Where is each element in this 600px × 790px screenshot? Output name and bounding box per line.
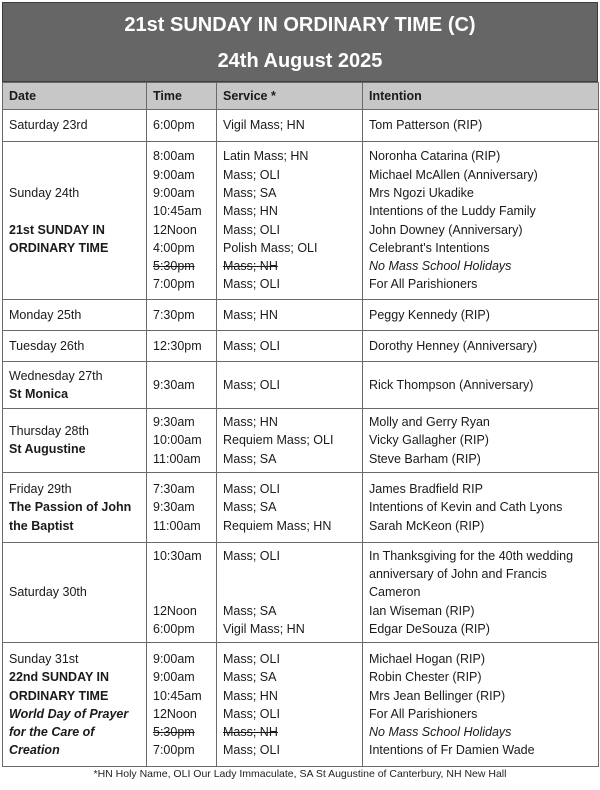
intention-value: Celebrant's Intentions: [369, 240, 490, 255]
column-header-service: Service *: [217, 83, 363, 110]
table-row: [3, 300, 599, 331]
service-value: Vigil Mass; HN: [223, 118, 305, 133]
service-value: Mass; SA: [223, 500, 277, 515]
time-value: 4:00pm: [153, 240, 195, 255]
service-value: Latin Mass; HN: [223, 149, 309, 164]
service-value: Mass; OLI: [223, 706, 280, 721]
service-cell: [217, 331, 363, 362]
day-cell: [3, 110, 147, 142]
time-value: 9:00am: [153, 670, 195, 685]
time-value: 8:00am: [153, 149, 195, 164]
day-label: Saturday 30th: [9, 585, 87, 600]
service-value-cancelled: Mass; NH: [223, 725, 278, 740]
time-value: 7:00pm: [153, 743, 195, 758]
day-cell: [3, 142, 147, 300]
table-row: [3, 142, 599, 300]
day-label: Sunday 31st: [9, 651, 79, 666]
time-value: 12Noon: [153, 222, 197, 237]
intention-cell: [363, 300, 599, 331]
intention-cell: [363, 409, 599, 473]
service-value: Requiem Mass; OLI: [223, 433, 334, 448]
intention-value: Mrs Ngozi Ukadike: [369, 185, 474, 200]
footnote-legend: *HN Holy Name, OLI Our Lady Immaculate, SA St Augustine of Canterbury, NH New Hall: [93, 768, 507, 780]
intention-value: Edgar DeSouza (RIP): [369, 622, 490, 637]
time-cell: [147, 142, 217, 300]
day-cell: [3, 300, 147, 331]
column-header-intention: Intention: [363, 83, 599, 110]
service-value: Mass; HN: [223, 415, 278, 429]
table-row: [3, 542, 599, 642]
observance-label: World Day of Prayer for the Care of Creation: [9, 706, 129, 758]
intention-cell: [363, 142, 599, 300]
service-value: Mass; OLI: [223, 548, 280, 563]
service-value: Mass; OLI: [223, 338, 280, 353]
time-value: 7:30pm: [153, 307, 195, 322]
intention-value: Steve Barham (RIP): [369, 451, 481, 466]
time-value: 12Noon: [153, 706, 197, 721]
table-row: [3, 472, 599, 542]
time-value: 7:30am: [153, 481, 195, 496]
day-cell: [3, 542, 147, 642]
service-value: Mass; SA: [223, 603, 277, 618]
service-value: Mass; HN: [223, 688, 278, 703]
table-row: [3, 409, 599, 473]
service-value: Requiem Mass; HN: [223, 518, 332, 533]
feast-label: St Monica: [9, 387, 69, 401]
feast-label: 21st SUNDAY IN ORDINARY TIME: [9, 222, 109, 255]
service-value: Mass; SA: [223, 670, 277, 685]
intention-value: James Bradfield RIP: [369, 481, 483, 496]
time-cell: [147, 472, 217, 542]
intention-value: No Mass School Holidays: [369, 725, 512, 740]
table-row: [3, 331, 599, 362]
intention-value: John Downey (Anniversary): [369, 222, 523, 237]
time-value-cancelled: 5:30pm: [153, 725, 195, 740]
intention-value: Mrs Jean Bellinger (RIP): [369, 688, 506, 703]
day-cell: [3, 643, 147, 767]
time-value: 10:45am: [153, 204, 202, 219]
service-value: Mass; OLI: [223, 222, 280, 237]
service-cell: [217, 472, 363, 542]
intention-value: Michael Hogan (RIP): [369, 651, 486, 666]
column-header-time: Time: [147, 83, 217, 110]
intention-value: For All Parishioners: [369, 706, 478, 721]
time-value: 10:00am: [153, 433, 202, 448]
time-value: 7:00pm: [153, 277, 195, 292]
service-cell: [217, 300, 363, 331]
service-cell: [217, 362, 363, 409]
intention-cell: [363, 542, 599, 642]
table-row: [3, 110, 599, 142]
time-cell: [147, 300, 217, 331]
service-value: Mass; HN: [223, 204, 278, 219]
feast-label: St Augustine: [9, 442, 86, 457]
intention-value: Intentions of the Luddy Family: [369, 204, 536, 219]
day-cell: [3, 472, 147, 542]
feast-label: The Passion of John the Baptist: [9, 500, 132, 533]
day-label: Friday 29th: [9, 481, 72, 496]
intention-cell: [363, 362, 599, 409]
time-value: 9:30am: [153, 500, 195, 515]
intention-value: Sarah McKeon (RIP): [369, 518, 485, 533]
table-row: [3, 643, 599, 767]
intention-cell: [363, 472, 599, 542]
service-cell: [217, 643, 363, 767]
time-cell: [147, 110, 217, 142]
intention-value: Dorothy Henney (Anniversary): [369, 338, 538, 353]
header-banner: [2, 2, 598, 82]
day-label: Saturday 23rd: [9, 118, 88, 133]
time-value: 6:00pm: [153, 622, 195, 637]
intention-value: Peggy Kennedy (RIP): [369, 307, 490, 322]
time-value: 11:00am: [153, 518, 201, 533]
schedule-table: [2, 82, 599, 767]
service-value: Mass; OLI: [223, 481, 280, 496]
intention-value: Tom Patterson (RIP): [369, 118, 483, 133]
table-header-row: [3, 83, 599, 110]
service-value: Mass; OLI: [223, 651, 280, 666]
service-value: Mass; SA: [223, 451, 277, 466]
time-value: 9:00am: [153, 185, 195, 200]
time-value: 9:00am: [153, 167, 195, 182]
intention-value: Intentions of Fr Damien Wade: [369, 743, 535, 758]
day-cell: [3, 409, 147, 473]
time-cell: [147, 362, 217, 409]
day-cell: [3, 331, 147, 362]
time-value: 9:30am: [153, 377, 195, 392]
time-value: 11:00am: [153, 451, 201, 466]
time-cell: [147, 331, 217, 362]
service-value-cancelled: Mass; NH: [223, 259, 278, 274]
feast-label: 22nd SUNDAY IN ORDINARY TIME: [9, 670, 110, 703]
day-label: Monday 25th: [9, 307, 82, 322]
service-value: Mass; OLI: [223, 743, 280, 758]
time-value: 6:00pm: [153, 118, 195, 133]
day-label: Wednesday 27th: [9, 368, 103, 383]
service-cell: [217, 542, 363, 642]
service-value: Mass; OLI: [223, 277, 280, 292]
intention-value: In Thanksgiving for the 40th wedding anniversary of John and Francis Cameron: [369, 548, 574, 600]
service-cell: [217, 110, 363, 142]
day-cell: [3, 362, 147, 409]
time-cell: [147, 409, 217, 473]
time-value-cancelled: 5:30pm: [153, 259, 195, 274]
intention-value: Molly and Gerry Ryan: [369, 415, 490, 429]
day-label: Tuesday 26th: [9, 338, 85, 353]
time-value: 12:30pm: [153, 338, 202, 353]
service-value: Mass; OLI: [223, 377, 280, 392]
intention-value: Ian Wiseman (RIP): [369, 603, 475, 618]
column-header-date: Date: [3, 83, 147, 110]
service-value: Vigil Mass; HN: [223, 622, 305, 637]
intention-cell: [363, 643, 599, 767]
intention-value: Michael McAllen (Anniversary): [369, 167, 538, 182]
table-row: [3, 362, 599, 409]
intention-value: Vicky Gallagher (RIP): [369, 433, 489, 448]
day-label: Sunday 24th: [9, 185, 80, 200]
page-date: 24th August 2025: [217, 50, 383, 72]
intention-value: Rick Thompson (Anniversary): [369, 377, 534, 392]
intention-value: For All Parishioners: [369, 277, 478, 292]
time-value: 9:30am: [153, 415, 195, 429]
intention-value: Intentions of Kevin and Cath Lyons: [369, 500, 563, 515]
intention-cell: [363, 331, 599, 362]
time-cell: [147, 542, 217, 642]
page-title: 21st SUNDAY IN ORDINARY TIME (C): [124, 14, 476, 36]
service-value: Mass; SA: [223, 185, 277, 200]
service-value: Mass; OLI: [223, 167, 280, 182]
day-label: Thursday 28th: [9, 424, 89, 439]
service-cell: [217, 409, 363, 473]
service-value: Mass; HN: [223, 307, 278, 322]
intention-value: Noronha Catarina (RIP): [369, 149, 501, 164]
service-cell: [217, 142, 363, 300]
time-value: 9:00am: [153, 651, 195, 666]
time-value: 12Noon: [153, 603, 197, 618]
intention-cell: [363, 110, 599, 142]
service-value: Polish Mass; OLI: [223, 240, 318, 255]
time-value: 10:45am: [153, 688, 202, 703]
time-cell: [147, 643, 217, 767]
time-value: 10:30am: [153, 548, 202, 563]
intention-value: Robin Chester (RIP): [369, 670, 482, 685]
intention-value: No Mass School Holidays: [369, 259, 512, 274]
